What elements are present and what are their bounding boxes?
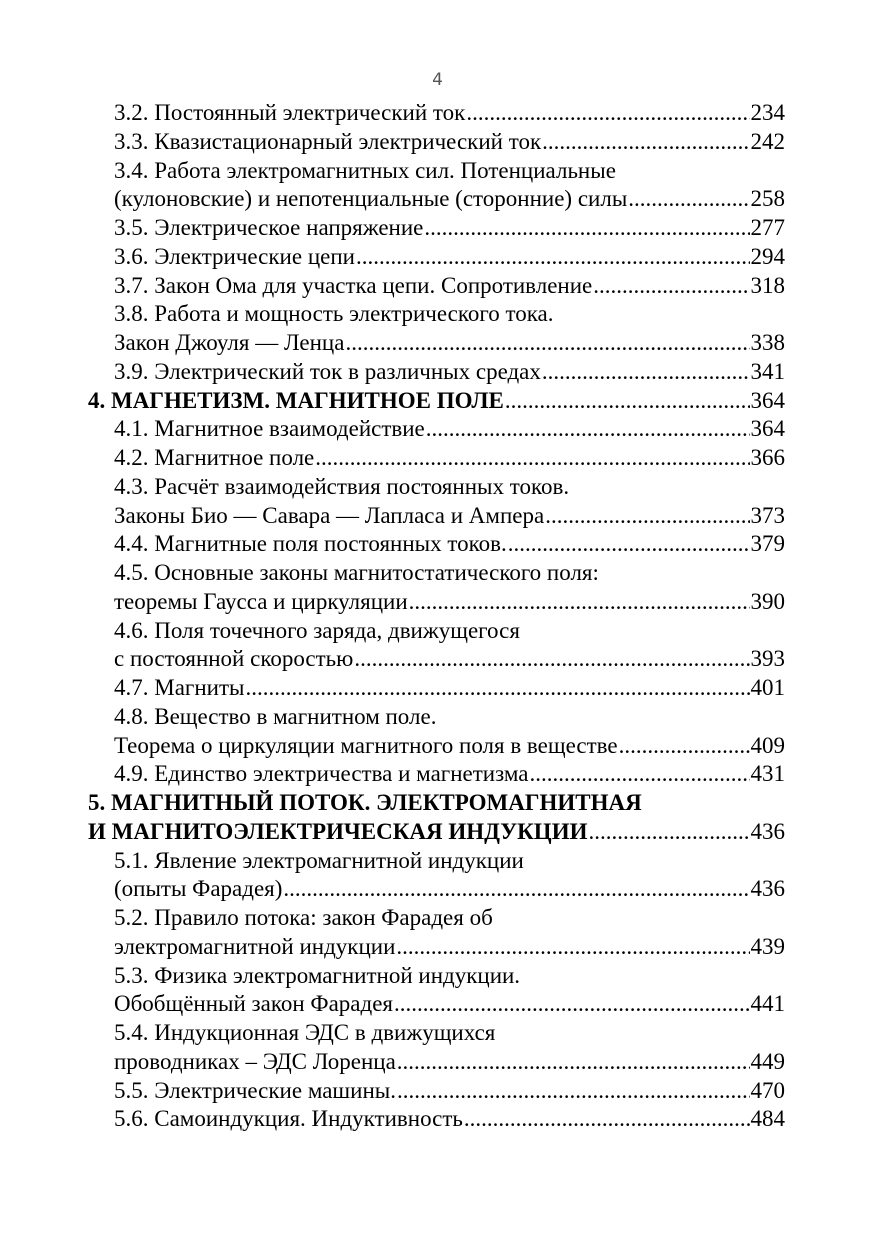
toc-entry-page: 364 [750,416,785,442]
dot-leader [409,588,750,617]
toc-entry-title: 4.7. Магниты [114,675,245,700]
toc-chapter [88,387,785,416]
toc-entry-page: 258 [750,186,785,212]
toc-entry-page: 364 [750,387,785,413]
toc-entry-page: 379 [750,531,785,557]
toc-entry-page: 484 [750,1106,785,1132]
toc-entry-title: проводниках – ЭДС Лоренца [114,1048,396,1074]
toc-entry-page: 449 [750,1048,785,1074]
toc-entry-title: 3.3. Квазистационарный электрический ток [114,128,542,154]
toc-chapter-title: 5. МАГНИТНЫЙ ПОТОК. ЭЛЕКТРОМАГНИТНАЯ [88,790,642,815]
toc-entry-page: 390 [750,588,785,614]
toc-entry [88,588,785,617]
dot-leader [545,502,749,531]
toc-entry-page: 441 [750,991,785,1017]
toc-entry-line [88,617,785,646]
toc-entry-title: теоремы Гаусса и циркуляции [114,588,408,614]
toc-entry-page: 409 [750,732,785,758]
dot-leader [394,990,750,1019]
dot-leader [619,732,750,761]
toc-entry-line [88,962,785,991]
toc-entry-title: 4.2. Магнитное поле [114,445,315,470]
dot-leader [397,1077,750,1106]
toc-entry-title: 3.8. Работа и мощность электрического тока. [114,301,554,327]
toc-entry [88,990,785,1019]
toc-entry [88,933,785,962]
toc-entry-title: (опыты Фарадея) [114,876,283,902]
dot-leader [396,933,749,962]
toc-entry [88,732,785,761]
toc-entry [88,329,785,358]
toc-entry-title: 5.2. Правило потока: закон Фарадея об [114,905,493,930]
toc-entry-line [88,300,785,329]
toc-entry-title: Обобщённый закон Фарадея [114,991,393,1017]
dot-leader [345,329,749,358]
toc-entry [88,272,785,301]
toc-entry-title: 3.5. Электрическое напряжение [114,215,424,240]
toc-entry-line [88,157,785,186]
dot-leader [508,530,750,559]
dot-leader [464,1105,750,1134]
dot-leader [397,1048,750,1077]
toc-entry [88,1077,785,1106]
toc-entry-title: 5.3. Физика электромагнитной индукции. [114,962,521,988]
table-of-contents [88,99,785,1134]
toc-entry-page: 431 [750,761,785,787]
toc-entry-title: электромагнитной индукции [114,933,396,959]
dot-leader [466,99,749,128]
toc-entry-title: 4.4. Магнитные поля постоянных токов. [114,531,507,557]
dot-leader [283,875,749,904]
toc-entry-page: 366 [750,445,785,470]
toc-chapter [88,818,785,847]
toc-entry [88,530,785,559]
toc-entry-page: 470 [750,1077,785,1103]
toc-entry-title: 4.6. Поля точечного заряда, движущегося [114,617,520,643]
toc-chapter-line [88,789,785,818]
dot-leader [542,358,750,387]
toc-entry-title: 5.5. Электрические машины. [114,1077,396,1103]
toc-entry-line [88,847,785,876]
toc-chapter-title: 4. МАГНЕТИЗМ. МАГНИТНОЕ ПОЛЕ [88,387,504,413]
dot-leader [593,272,749,301]
dot-leader [356,243,750,272]
toc-entry [88,185,785,214]
toc-entry [88,674,785,703]
dot-leader [315,444,749,473]
toc-entry-page: 373 [750,502,785,528]
toc-entry [88,243,785,272]
toc-entry-page: 338 [750,330,785,355]
toc-entry-line [88,703,785,732]
toc-entry-page: 294 [750,243,785,269]
toc-entry-page: 439 [750,933,785,959]
toc-entry-title: с постоянной скоростью [114,646,354,672]
toc-entry-line [88,559,785,588]
toc-entry-page: 242 [750,128,785,154]
toc-entry-page: 277 [750,215,785,240]
toc-entry [88,415,785,444]
toc-entry-title: 4.5. Основные законы магнитостатического поля: [114,560,599,585]
toc-entry-title: 5.1. Явление электромагнитной индукции [114,847,524,873]
toc-entry-page: 401 [750,675,785,700]
toc-entry-title: 3.6. Электрические цепи [114,243,355,269]
toc-entry-page: 234 [750,100,785,125]
dot-leader [628,185,749,214]
toc-entry-title: 4.8. Вещество в магнитном поле. [114,703,437,729]
toc-entry-title: Законы Био — Савара — Лапласа и Ампера [114,502,545,528]
dot-leader [529,760,749,789]
toc-entry [88,444,785,473]
toc-entry-title: 3.2. Постоянный электрический ток [114,100,466,125]
dot-leader [424,214,749,243]
toc-entry-title: 5.6. Самоиндукция. Индуктивность [114,1106,463,1132]
toc-entry-title: (кулоновские) и непотенциальные (сторонние) силы [114,186,628,212]
toc-entry-title: 5.4. Индукционная ЭДС в движущихся [114,1020,496,1045]
toc-entry-line [88,473,785,502]
toc-entry-title: 4.3. Расчёт взаимодействия постоянных токов. [114,473,570,499]
toc-entry-title: Теорема о циркуляции магнитного поля в веществе [114,732,618,758]
toc-entry-title: 4.1. Магнитное взаимодействие [114,416,425,442]
toc-entry-line [88,904,785,933]
dot-leader [426,415,750,444]
dot-leader [354,645,749,674]
toc-entry-title: 4.9. Единство электричества и магнетизма [114,761,529,787]
toc-entry-page: 341 [750,358,785,384]
toc-entry [88,875,785,904]
toc-entry [88,502,785,531]
dot-leader [505,387,750,416]
toc-entry [88,358,785,387]
dot-leader [542,128,749,157]
toc-entry-title: 3.7. Закон Ома для участка цепи. Сопротивление [114,272,593,298]
page-number: 4 [432,70,443,90]
toc-entry-title: 3.4. Работа электромагнитных сил. Потенциальные [114,157,616,183]
toc-entry [88,760,785,789]
toc-entry-line [88,1019,785,1048]
toc-entry [88,128,785,157]
toc-entry [88,214,785,243]
toc-entry-page: 436 [750,876,785,902]
toc-entry [88,1105,785,1134]
toc-entry-page: 393 [750,646,785,672]
toc-entry [88,645,785,674]
dot-leader [588,818,749,847]
toc-entry-page: 436 [750,818,785,844]
dot-leader [245,674,749,703]
toc-chapter-title: И МАГНИТОЭЛЕКТРИЧЕСКАЯ ИНДУКЦИИ [88,818,588,844]
toc-entry-page: 318 [750,272,785,298]
toc-entry [88,1048,785,1077]
toc-entry [88,99,785,128]
toc-entry-title: Закон Джоуля — Ленца [114,330,345,355]
toc-entry-title: 3.9. Электрический ток в различных средах [114,358,541,384]
